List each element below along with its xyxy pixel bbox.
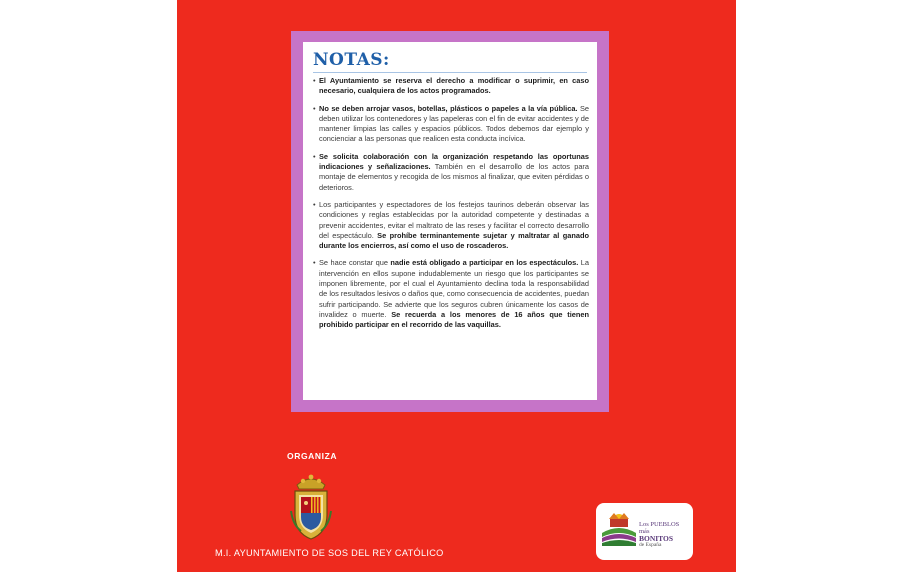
bullet: • (313, 103, 316, 113)
note-item (313, 76, 589, 97)
bullet: • (313, 151, 316, 161)
note-text: La intervención en ellos supone indudablemente un riesgo que los participantes se imponen libremente, por el cual el Ayuntamiento declina toda la responsabilidad de los resultados lesivos o daños que, como consecuencia de accidentes, puedan sufrir participando. Se advierte que los seguros cubren únicamente los casos de invalidez o muerte. (319, 258, 589, 319)
title-divider (313, 72, 587, 73)
note-text: Se hace constar que (319, 258, 391, 268)
coat-of-arms-icon (287, 471, 335, 543)
note-bold: Se prohíbe terminantemente sujetar y maltratar al ganado durante los encierros, así como el uso de roscaderos. (319, 230, 590, 251)
notes-card (303, 42, 597, 400)
note-item (313, 200, 589, 251)
note-bold: Se recuerda a los menores de 16 años que tienen prohibido participar en el recorrido de las vaquillas. (319, 309, 589, 330)
bullet: • (313, 76, 316, 85)
note-text: Los participantes y espectadores de los festejos taurinos deberán observar las condiciones y reglas establecidas por la autoridad competente y destinadas a prevenir accidentes, evitar el maltrato de las reses y facilitar el correcto desarrollo del espectáculo. (319, 199, 589, 240)
organiza-label: ORGANIZA (287, 451, 338, 461)
badge-line-2: BONITOS (639, 534, 674, 543)
note-bold: El Ayuntamiento se reserva el derecho a modificar o suprimir, en caso necesario, cualquiera de los actos programados. (319, 76, 589, 96)
notes-title: NOTAS: (313, 50, 390, 70)
note-item (313, 258, 589, 330)
note-item (313, 152, 589, 193)
bullet: • (313, 199, 316, 209)
badge-line-3: de España (639, 542, 662, 548)
note-item (313, 104, 589, 145)
note-bold: nadie está obligado a participar en los espectáculos. (390, 258, 579, 268)
note-text: También en el desarrollo de los actos para montaje de elementos y recogida de los mismos al finalizar, que eviten pérdidas o deterioros. (319, 162, 590, 192)
notes-list (313, 76, 589, 338)
village-emblem-icon (600, 509, 638, 547)
badge-text (639, 521, 691, 549)
ayuntamiento-name: M.I. AYUNTAMIENTO DE SOS DEL REY CATÓLICO (215, 548, 444, 558)
notes-frame (291, 31, 609, 412)
poster (177, 0, 736, 572)
note-bold: No se deben arrojar vasos, botellas, plásticos o papeles a la vía pública. (319, 103, 578, 113)
badge-line-1: Los PUEBLOS más (639, 521, 680, 535)
pueblos-bonitos-logo (596, 503, 693, 560)
note-text: Se deben utilizar los contenedores y las papeleras con el fin de evitar accidentes y de mantener limpias las calles y espacios públicos. Todos debemos dar ejemplo y concienciar a las personas que realicen esta conducta incívica. (319, 103, 589, 144)
bullet: • (313, 258, 316, 268)
note-bold: Se solicita colaboración con la organización respetando las oportunas indicaciones y señalizaciones. (319, 151, 589, 172)
